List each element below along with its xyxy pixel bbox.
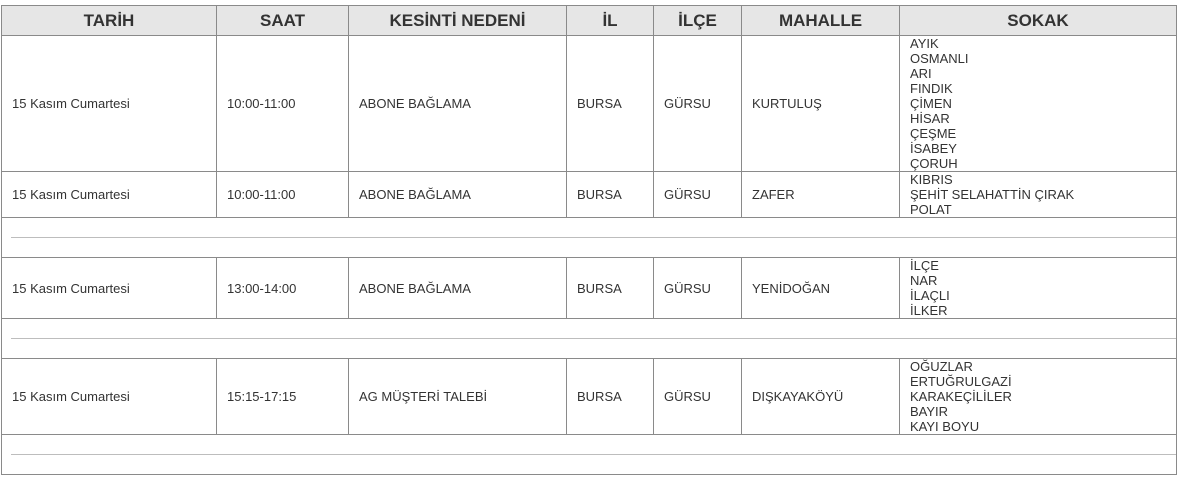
header-kesinti-nedeni: KESİNTİ NEDENİ <box>349 6 567 36</box>
header-ilce: İLÇE <box>654 6 742 36</box>
street-item: HİSAR <box>910 111 950 126</box>
street-item: İLKER <box>910 303 948 318</box>
table-row <box>2 172 1177 218</box>
street-item: İSABEY <box>910 141 957 156</box>
neighborhood-cell: ZAFER <box>742 172 900 218</box>
reason-cell: AG MÜŞTERİ TALEBİ <box>349 359 567 435</box>
street-item: FINDIK <box>910 81 953 96</box>
date-cell: 15 Kasım Cumartesi <box>2 359 217 435</box>
street-list <box>900 172 1177 218</box>
street-item: KAYI BOYU <box>910 419 980 434</box>
neighborhood-cell: DIŞKAYAKÖYÜ <box>742 359 900 435</box>
date-cell: 15 Kasım Cumartesi <box>2 172 217 218</box>
street-item: ŞEHİT SELAHATTİN ÇIRAK <box>910 187 1075 202</box>
date-cell: 15 Kasım Cumartesi <box>2 258 217 319</box>
street-item: İLAÇLI <box>910 288 950 303</box>
street-item: İLÇE <box>910 258 939 273</box>
neighborhood-cell: YENİDOĞAN <box>742 258 900 319</box>
separator-row <box>2 218 1177 258</box>
street-item: BAYIR <box>910 404 949 419</box>
outage-table <box>1 5 1177 475</box>
header-row <box>2 6 1177 36</box>
time-cell: 15:15-17:15 <box>217 359 349 435</box>
street-item: AYIK <box>910 36 939 51</box>
header-tarih: TARİH <box>2 6 217 36</box>
district-cell: GÜRSU <box>654 172 742 218</box>
header-saat: SAAT <box>217 6 349 36</box>
district-cell: GÜRSU <box>654 258 742 319</box>
street-item: OSMANLI <box>910 51 969 66</box>
table-row <box>2 36 1177 172</box>
reason-cell: ABONE BAĞLAMA <box>349 258 567 319</box>
header-il: İL <box>567 6 654 36</box>
separator-row <box>2 435 1177 475</box>
neighborhood-cell: KURTULUŞ <box>742 36 900 172</box>
street-item: POLAT <box>910 202 952 217</box>
district-cell: GÜRSU <box>654 359 742 435</box>
street-list <box>900 258 1177 319</box>
time-cell: 13:00-14:00 <box>217 258 349 319</box>
time-cell: 10:00-11:00 <box>217 172 349 218</box>
separator-cell <box>2 319 1177 359</box>
separator-row <box>2 319 1177 359</box>
header-mahalle: MAHALLE <box>742 6 900 36</box>
date-cell: 15 Kasım Cumartesi <box>2 36 217 172</box>
header-sokak: SOKAK <box>900 6 1177 36</box>
time-cell: 10:00-11:00 <box>217 36 349 172</box>
street-item: KARAKEÇİLİLER <box>910 389 1012 404</box>
street-item: ÇORUH <box>910 156 958 171</box>
reason-cell: ABONE BAĞLAMA <box>349 36 567 172</box>
street-item: OĞUZLAR <box>910 359 973 374</box>
province-cell: BURSA <box>567 359 654 435</box>
separator-cell <box>2 218 1177 258</box>
province-cell: BURSA <box>567 172 654 218</box>
street-item: ÇEŞME <box>910 126 957 141</box>
street-list <box>900 359 1177 435</box>
separator-cell <box>2 435 1177 475</box>
street-item: KIBRIS <box>910 172 953 187</box>
district-cell: GÜRSU <box>654 36 742 172</box>
province-cell: BURSA <box>567 36 654 172</box>
street-item: ARI <box>910 66 932 81</box>
street-item: NAR <box>910 273 938 288</box>
province-cell: BURSA <box>567 258 654 319</box>
table-row <box>2 359 1177 435</box>
street-item: ERTUĞRULGAZİ <box>910 374 1012 389</box>
street-list <box>900 36 1177 172</box>
table-row <box>2 258 1177 319</box>
reason-cell: ABONE BAĞLAMA <box>349 172 567 218</box>
street-item: ÇİMEN <box>910 96 952 111</box>
